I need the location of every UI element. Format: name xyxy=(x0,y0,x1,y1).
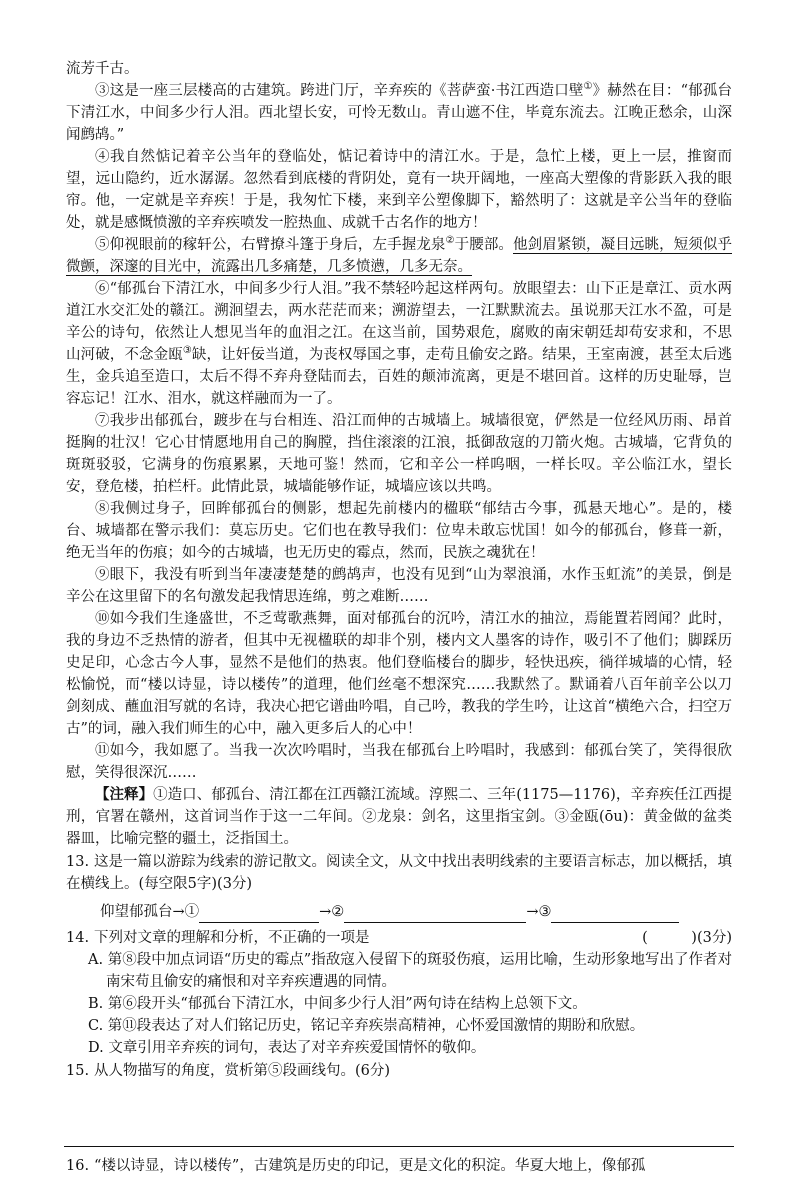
question-16-text: “楼以诗显，诗以楼传”，古建筑是历史的印记，更是文化的积淀。华夏大地上，像郁孤 xyxy=(94,1158,646,1174)
passage-paragraph-11: ⑪如今，我如愿了。当我一次次吟唱时，当我在郁孤台上吟唱时，我感到：郁孤台笑了，笑得很欣慰，笑得很深沉…… xyxy=(66,743,732,781)
passage-paragraph-5: ⑤仰视眼前的稼轩公，右臂撩斗篷于身后，左手握龙泉②于腰部。他剑眉紧锁，凝目远眺，短须似乎微颤，深邃的目光中，流露出几多痛楚，几多愤懑，几多无奈。 xyxy=(66,235,733,275)
question-15-number: 15. xyxy=(66,1063,90,1079)
question-14 xyxy=(66,927,732,949)
underlined-sentence: 他剑眉紧锁，凝目远眺，短须似乎微颤，深邃的目光中，流露出几多痛楚，几多愤懑，几多无奈。 xyxy=(66,237,733,275)
question-14-answer-paren[interactable]: ( )(3分) xyxy=(642,930,732,946)
question-16 xyxy=(66,1155,732,1177)
passage-paragraph-10: ⑩如今我们生逢盛世，不乏莺歌燕舞，面对郁孤台的沉吟，清江水的抽泣，焉能置若罔闻？此时，我的身边不乏热情的游者，但其中无视楹联的却非个别，楼内文人墨客的诗作，吸引不了他们；脚踩历史足印，心念古今人事，显然不是他们的热衷。他们登临楼台的脚步，轻快迅疾，徜徉城墙的心情，轻松愉悦，而“楼以诗显，诗以楼传”的道理，他们丝毫不想深究……我默然了。默诵着八百年前辛公以刀剑刻成、蘸血泪写就的名诗，我决心把它谱曲吟唱，自己吟，教我的学生吟，让这首“横绝六合，扫空万古”的词，融入我们师生的心中，融入更多后人的心中！ xyxy=(66,611,732,737)
footnote-ref-2: ② xyxy=(445,235,455,247)
blank-arrow-2: →② xyxy=(319,904,345,920)
question-15-answer-space[interactable] xyxy=(66,1082,732,1146)
question-14-option-c: C. 第⑪段表达了对人们铭记历史，铭记辛弃疾崇高精神，心怀爱国激情的期盼和欣慰。 xyxy=(88,1018,645,1034)
answer-blank-1[interactable] xyxy=(199,906,319,923)
question-14-option-a: A. 第⑧段中加点词语“历史的霉点”指敌寇入侵留下的斑驳伤痕，运用比喻，生动形象地写出了作者对南宋苟且偷安的痛恨和对辛弃疾遭遇的同情。 xyxy=(88,952,732,990)
answer-line xyxy=(64,1146,734,1147)
question-14-number: 14. xyxy=(66,930,90,946)
question-16-number: 16. xyxy=(66,1158,90,1174)
annotation-notes: 【注释】①造口、郁孤台、清江都在江西赣江流域。淳熙二、三年(1175—1176)，辛弃疾任江西提刑，官署在赣州，这首词当作于这一二年间。②龙泉：剑名，这里指宝剑。③金瓯(ōu)：黄金做的盆类器皿，比喻完整的疆土，泛指国土。 xyxy=(66,786,733,847)
answer-blank-2[interactable] xyxy=(344,906,526,923)
answer-blank-3[interactable] xyxy=(551,906,679,923)
blank-arrow-3: →③ xyxy=(526,904,552,920)
passage-paragraph-7: ⑦我步出郁孤台，踱步在与台相连、沿江而伸的古城墙上。城墙很宽，俨然是一位经风历雨、昂首挺胸的壮汉！它心甘情愿地用自己的胸膛，挡住滚滚的江浪，抵御敌寇的刀箭火炮。古城墙，它背负的斑斑驳驳，它满身的伤痕累累，天地可鉴！然而，它和辛公一样呜咽，一样长叹。辛公临江水，望长安，登危楼，拍栏杆。此情此景，城墙能够作证，城墙应该以共鸣。 xyxy=(66,413,732,495)
question-13-text: 这是一篇以游踪为线索的游记散文。阅读全文，从文中找出表明线索的主要语言标志，加以概括，填在横线上。(每空限5字)(3分) xyxy=(66,854,732,892)
footnote-ref-3: ③ xyxy=(182,345,192,357)
passage-paragraph-6: ⑥“郁孤台下清江水，中间多少行人泪。”我不禁轻吟起这样两句。放眼望去：山下正是章江、贡水两道江水交汇处的赣江。溯洄望去，两水茫茫而来；溯游望去，一江默默流去。虽说那天江水不盈，可是辛公的诗句，依然让人想见当年的血泪之江。在这当前，国势艰危，腐败的南宋朝廷却苟安求和，不思山河破，不念金瓯③缺，让奸佞当道，为丧权辱国之事，走苟且偷安之路。结果，王室南渡，甚至太后逃生，金兵追至造口，太后不得不弃舟登陆而去，百姓的颠沛流离，更是不堪回首。这样的历史耻辱，岂容忘记！江水、泪水，就这样融而为一了。 xyxy=(66,281,733,407)
passage-paragraph-3: ③这是一座三层楼高的古建筑。跨进门厅，辛弃疾的《菩萨蛮·书江西造口壁①》赫然在目：“郁孤台下清江水，中间多少行人泪。西北望长安，可怜无数山。青山遮不住，毕竟东流去。江晚正愁余，山深闻鹧鸪。” xyxy=(66,81,732,143)
blank-chain-start: 仰望郁孤台→① xyxy=(100,904,200,920)
passage-paragraph-8: ⑧我侧过身子，回眸郁孤台的侧影，想起先前楼内的楹联“郁结古今事，孤悬天地心”。是的，楼台、城墙都在警示我们：莫忘历史。它们也在教导我们：位卑未敢忘忧国！如今的郁孤台，修葺一新，绝无当年的伤痕；如今的古城墙，也无历史的霉点，然而，民族之魂犹在！ xyxy=(66,501,732,561)
passage-paragraph-4: ④我自然惦记着辛公当年的登临处，惦记着诗中的清江水。于是，急忙上楼，更上一层，推窗而望，远山隐约，近水潺潺。忽然看到底楼的背阴处，竟有一块开阔地，一座高大塑像的背影跃入我的眼帘。他，一定就是辛弃疾！于是，我匆忙下楼，来到辛公塑像脚下，豁然明了：这就是辛公当年的登临处，就是感慨愤激的辛弃疾喷发一腔热血、成就千古名作的地方！ xyxy=(66,149,732,231)
question-13 xyxy=(66,851,732,895)
question-14-option-b: B. 第⑥段开头“郁孤台下清江水，中间多少行人泪”两句诗在结构上总领下文。 xyxy=(88,996,587,1012)
question-15 xyxy=(66,1060,732,1082)
question-14-option-d: D. 文章引用辛弃疾的词句，表达了对辛弃疾爱国情怀的敬仰。 xyxy=(88,1040,486,1056)
question-15-text: 从人物描写的角度，赏析第⑤段画线句。(6分) xyxy=(94,1063,391,1079)
passage-paragraph-2-tail: 流芳千古。 xyxy=(66,61,139,77)
annotation-label: 【注释】 xyxy=(95,786,154,803)
passage-paragraph-9: ⑨眼下，我没有听到当年凄凄楚楚的鹧鸪声，也没有见到“山为翠浪涌，水作玉虹流”的美景，倒是辛公在这里留下的名句激发起我情思连绵，剪之难断…… xyxy=(66,567,732,605)
question-13-number: 13. xyxy=(66,854,90,870)
question-14-text: 下列对文章的理解和分析，不正确的一项是 xyxy=(94,930,370,946)
footnote-ref-1: ① xyxy=(583,81,593,93)
question-13-answer-blanks xyxy=(100,901,732,923)
